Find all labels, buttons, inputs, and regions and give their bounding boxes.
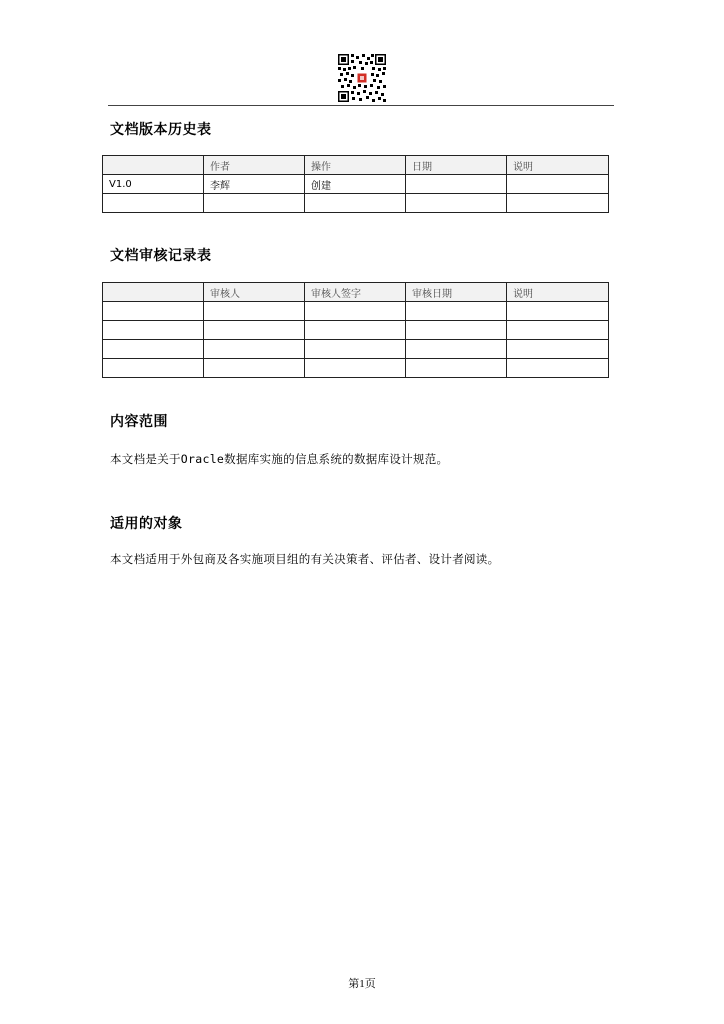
table-cell bbox=[103, 359, 204, 378]
table-cell bbox=[103, 321, 204, 340]
table-cell bbox=[406, 340, 507, 359]
table-cell bbox=[507, 302, 609, 321]
table-row bbox=[103, 175, 609, 194]
table-cell bbox=[305, 321, 406, 340]
audience-text: 本文档适用于外包商及各实施项目组的有关决策者、评估者、设计者阅读。 bbox=[110, 552, 500, 566]
table-cell: 创建 bbox=[305, 175, 406, 194]
table-cell bbox=[406, 194, 507, 213]
table-cell bbox=[507, 194, 609, 213]
table-cell: V1.0 bbox=[103, 175, 204, 194]
history-table-heading: 文档版本历史表 bbox=[110, 122, 212, 138]
table-row bbox=[103, 194, 609, 213]
header-cell: 审核日期 bbox=[406, 283, 507, 302]
table-row bbox=[103, 302, 609, 321]
table-cell bbox=[204, 302, 305, 321]
header-cell: 操作 bbox=[305, 156, 406, 175]
table-cell bbox=[406, 302, 507, 321]
table-row bbox=[103, 321, 609, 340]
table-row bbox=[103, 359, 609, 378]
table-header-row bbox=[103, 156, 609, 175]
page-number: 第1页 bbox=[348, 978, 376, 990]
table-cell bbox=[507, 175, 609, 194]
audience-heading: 适用的对象 bbox=[110, 516, 183, 532]
table-header-row bbox=[103, 283, 609, 302]
table-cell bbox=[103, 340, 204, 359]
header-cell: 日期 bbox=[406, 156, 507, 175]
header-cell: 说明 bbox=[507, 156, 609, 175]
header-cell: 审核人 bbox=[204, 283, 305, 302]
history-table bbox=[102, 155, 609, 213]
header-cell: 审核人签字 bbox=[305, 283, 406, 302]
table-cell bbox=[204, 194, 305, 213]
table-cell bbox=[305, 359, 406, 378]
table-cell bbox=[507, 340, 609, 359]
table-cell bbox=[406, 175, 507, 194]
table-cell bbox=[305, 302, 406, 321]
table-cell bbox=[103, 302, 204, 321]
header-cell: 作者 bbox=[204, 156, 305, 175]
header-cell bbox=[103, 156, 204, 175]
review-table-heading: 文档审核记录表 bbox=[110, 248, 212, 264]
table-cell bbox=[406, 321, 507, 340]
scope-text: 本文档是关于Oracle数据库实施的信息系统的数据库设计规范。 bbox=[110, 452, 449, 466]
review-table bbox=[102, 282, 609, 378]
table-cell bbox=[204, 321, 305, 340]
qr-code-icon bbox=[338, 54, 386, 102]
table-cell bbox=[406, 359, 507, 378]
table-cell bbox=[507, 359, 609, 378]
table-cell bbox=[305, 340, 406, 359]
table-row bbox=[103, 340, 609, 359]
table-cell bbox=[507, 321, 609, 340]
table-cell bbox=[305, 194, 406, 213]
header-rule bbox=[108, 105, 614, 106]
table-cell bbox=[204, 359, 305, 378]
header-cell: 说明 bbox=[507, 283, 609, 302]
table-cell bbox=[103, 194, 204, 213]
header-cell bbox=[103, 283, 204, 302]
scope-heading: 内容范围 bbox=[110, 414, 168, 430]
table-cell bbox=[204, 340, 305, 359]
table-cell: 李辉 bbox=[204, 175, 305, 194]
